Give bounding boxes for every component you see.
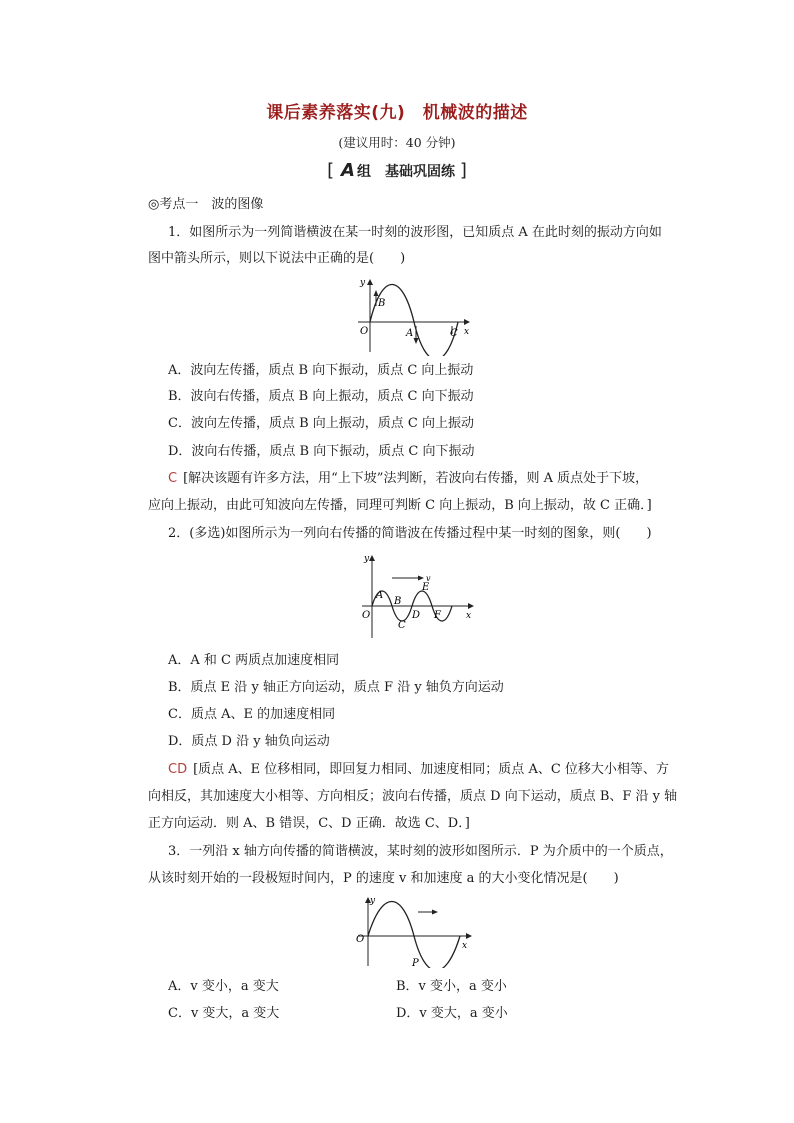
q2-label-b: B [394,596,402,607]
q1-option-a: A．波向左传播，质点 B 向下振动，质点 C 向上振动 [168,363,474,378]
q2-option-d: D．质点 D 沿 y 轴负向运动 [168,734,330,749]
q1-answer-line-1 [168,470,648,488]
q3-option-d: D．v 变大，a 变小 [396,1006,508,1021]
q2-label-x: x [466,611,472,621]
bracket-open: [ [327,160,335,181]
q1-label-b: B [378,298,386,309]
q1-option-c: C．波向左传播，质点 B 向上振动，质点 C 向上振动 [168,416,474,431]
q2-stem: 2．(多选)如图所示为一列向右传播的简谐波在传播过程中某一时刻的图象，则( ) [168,526,652,541]
q3-label-y: y [370,896,376,906]
q1-answer-key: C [168,471,178,486]
q3-x-arrow [466,933,472,939]
q3-stem-line-1: 3．一列沿 x 轴方向传播的简谐横波，某时刻的波形如图所示．P 为介质中的一个质点， [168,844,673,859]
q2-label-d: D [412,610,421,621]
page-title: 课后素养落实(九) 机械波的描述 [266,103,528,123]
q1-answer-text-1: [解决该题有许多方法，用“上下坡”法判断，若波向右传播，则 A 质点处于下坡， [183,471,649,486]
q1-answer-line-2: 应向上振动，由此可知波向左传播，同理可判断 C 向上振动，B 向上振动，故 C 正确．] [148,498,652,513]
q3-label-p: P [412,958,419,968]
q2-option-a: A．A 和 C 两质点加速度相同 [168,653,340,668]
q3-option-c: C．v 变大，a 变大 [168,1006,280,1021]
q1-x-arrow [464,319,470,325]
q1-label-o: O [360,326,369,337]
q2-label-o: O [362,610,371,621]
q2-answer-line-2: 向相反，其加速度大小相等、方向相反；波向右传播，质点 D 向下运动，质点 B、F 沿 y 轴 [148,789,678,804]
q3-wave-figure [352,894,474,968]
q2-answer-line-3: 正方向运动．则 A、B 错误，C、D 正确．故选 C、D．] [148,816,470,831]
q2-y-arrow [369,555,375,561]
group-label: 组 基础巩固练 [356,164,455,180]
q3-option-a: A．v 变小，a 变大 [168,979,279,994]
q2-label-y: y [364,554,370,564]
q1-y-arrow [367,279,373,285]
q1-option-b: B．波向右传播，质点 B 向上振动，质点 C 向下振动 [168,389,474,404]
q2-answer-text-1: [质点 A、E 位移相同，即回复力相同、加速度相同；质点 A、C 位移大小相等、方 [193,762,669,777]
q3-label-x: x [462,941,468,951]
q2-answer-key: CD [168,762,188,777]
q1-label-c: C [450,328,458,339]
q1-wave-figure [352,276,472,356]
q3-stem-line-2: 从该时刻开始的一段极短时间内，P 的速度 v 和加速度 a 的大小变化情况是( ) [148,871,619,886]
q2-option-c: C．质点 A、E 的加速度相同 [168,707,336,722]
q1-wave-curve [370,285,458,357]
q1-stem-line-1: 1．如图所示为一列简谐横波在某一时刻的波形图，已知质点 A 在此时刻的振动方向如 [168,225,662,240]
time-suggestion: (建议用时：40 分钟) [338,135,456,150]
group-heading [0,160,794,181]
q2-label-v: v [426,574,431,583]
q1-label-y: y [360,278,366,288]
q1-label-a: A [406,328,414,339]
q2-x-arrow [468,603,474,609]
section-heading: ◎考点一 波的图像 [148,197,264,212]
q2-answer-line-1 [168,761,669,779]
q2-label-c: C [398,620,406,631]
q1-option-d: D．波向右传播，质点 B 向下振动，质点 C 向下振动 [168,444,475,459]
q1-label-x: x [464,327,470,337]
q2-label-a: A [376,590,384,601]
bracket-close: ] [459,160,467,181]
q2-wave-figure [358,552,476,642]
q2-option-b: B．质点 E 沿 y 轴正方向运动，质点 F 沿 y 轴负方向运动 [168,680,504,695]
q2-label-e: E [422,582,430,593]
group-letter: A [341,160,355,181]
q3-label-o: O [356,934,365,945]
q3-option-b: B．v 变小，a 变小 [396,979,507,994]
q2-label-f: F [434,610,441,621]
q1-stem-line-2: 图中箭头所示，则以下说法中正确的是( ) [148,251,406,266]
